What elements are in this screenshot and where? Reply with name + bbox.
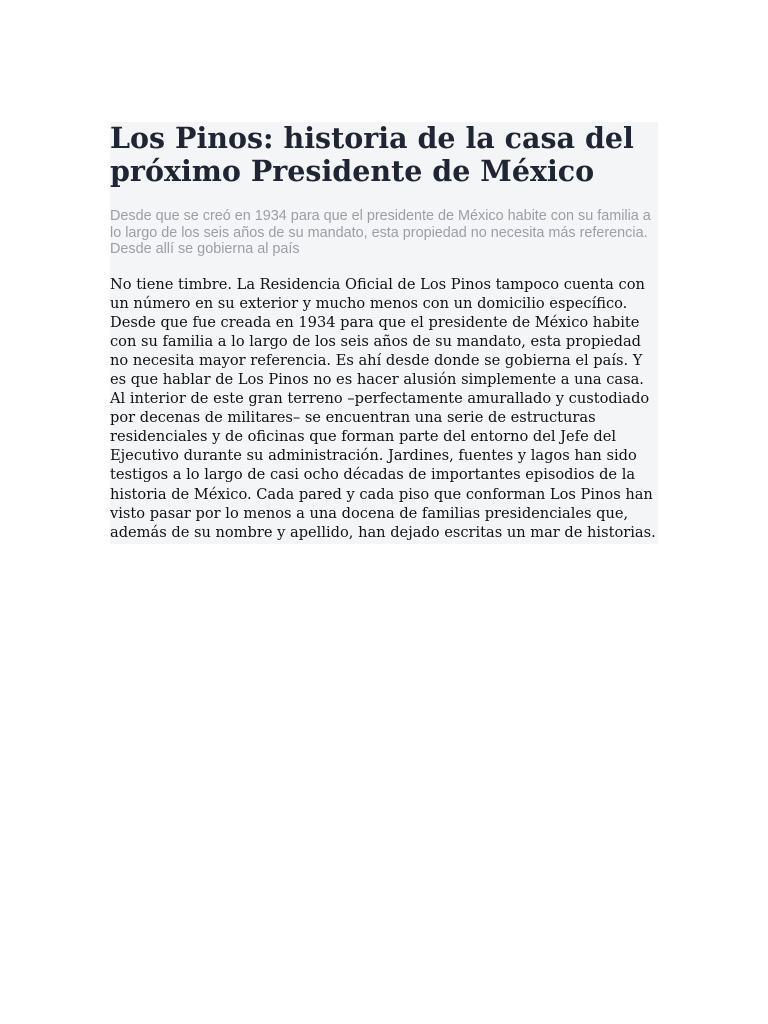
article-summary: Desde que se creó en 1934 para que el presidente de México habite con su familia a lo largo de los seis años de su mandato, esta propiedad no necesita más referencia. Desde allí se gobierna al país: [110, 208, 651, 257]
article-body: No tiene timbre. La Residencia Oficial de Los Pinos tampoco cuenta con un número en su exterior y mucho menos con un domicilio específico. Desde que fue creada en 1934 para que el presidente de México habite con su familia a lo largo de los seis años de su mandato, esta propiedad no necesita mayor referencia. Es ahí desde donde se gobierna el país. Y es que hablar de Los Pinos no es hacer alusión simplemente a una casa. Al interior de este gran terreno –perfectamente amurallado y custodiado por decenas de militares– se encuentran una serie de estructuras residenciales y de oficinas que forman parte del entorno del Jefe del Ejecutivo durante su administración. Jardines, fuentes y lagos han sido testigos a lo largo de casi ocho décadas de importantes episodios de la historia de México. Cada pared y cada piso que conforman Los Pinos han visto pasar por lo menos a una docena de familias presidenciales que, además de su nombre y apellido, han dejado escritas un mar de historias.: [110, 275, 656, 541]
article-title: Los Pinos: historia de la casa del próximo Presidente de México: [110, 121, 634, 188]
article: [110, 122, 658, 544]
